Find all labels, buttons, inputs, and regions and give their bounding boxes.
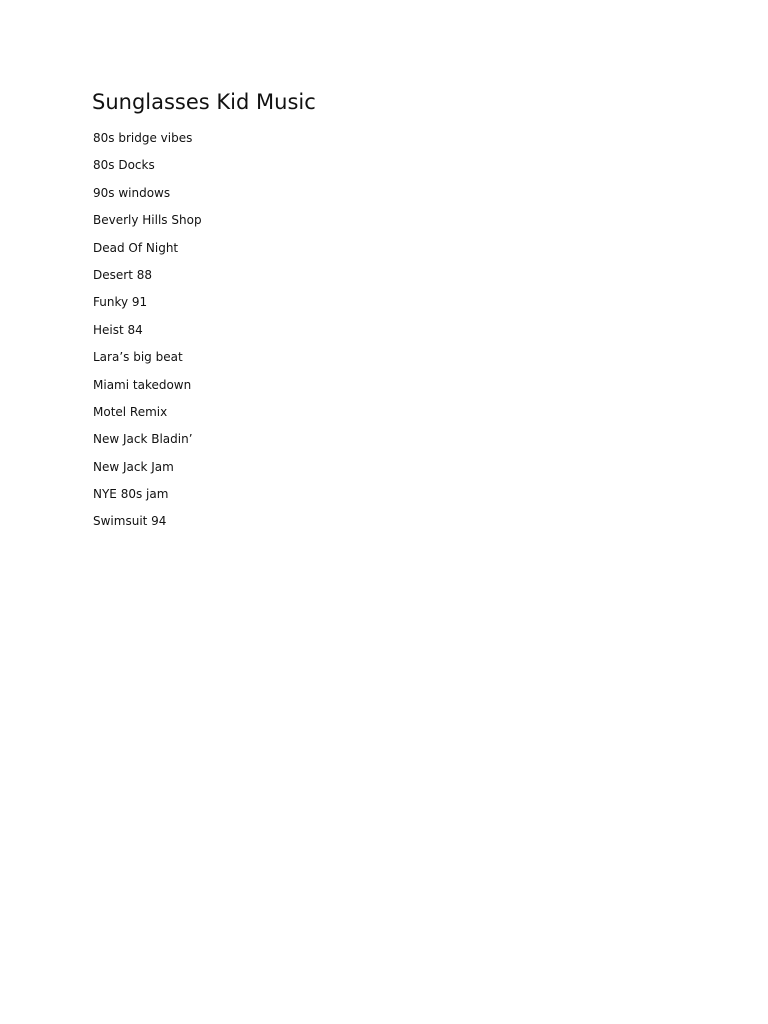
track-item: Miami takedown (93, 377, 192, 392)
track-item: Heist 84 (93, 322, 143, 337)
track-item: Desert 88 (93, 267, 152, 282)
track-item: Swimsuit 94 (93, 514, 167, 529)
track-item: 80s Docks (93, 158, 155, 173)
track-item: Lara’s big beat (93, 350, 183, 365)
track-item: 90s windows (93, 185, 171, 200)
track-item: Beverly Hills Shop (93, 213, 202, 228)
track-list (93, 125, 202, 536)
document-title: Sunglasses Kid Music (92, 90, 316, 114)
track-item: New Jack Jam (93, 459, 174, 474)
track-item: New Jack Bladin’ (93, 432, 193, 447)
track-item: Motel Remix (93, 404, 168, 419)
track-item: NYE 80s jam (93, 487, 169, 502)
track-item: 80s bridge vibes (93, 131, 193, 145)
track-item: Funky 91 (93, 295, 148, 310)
track-item: Dead Of Night (93, 240, 179, 255)
